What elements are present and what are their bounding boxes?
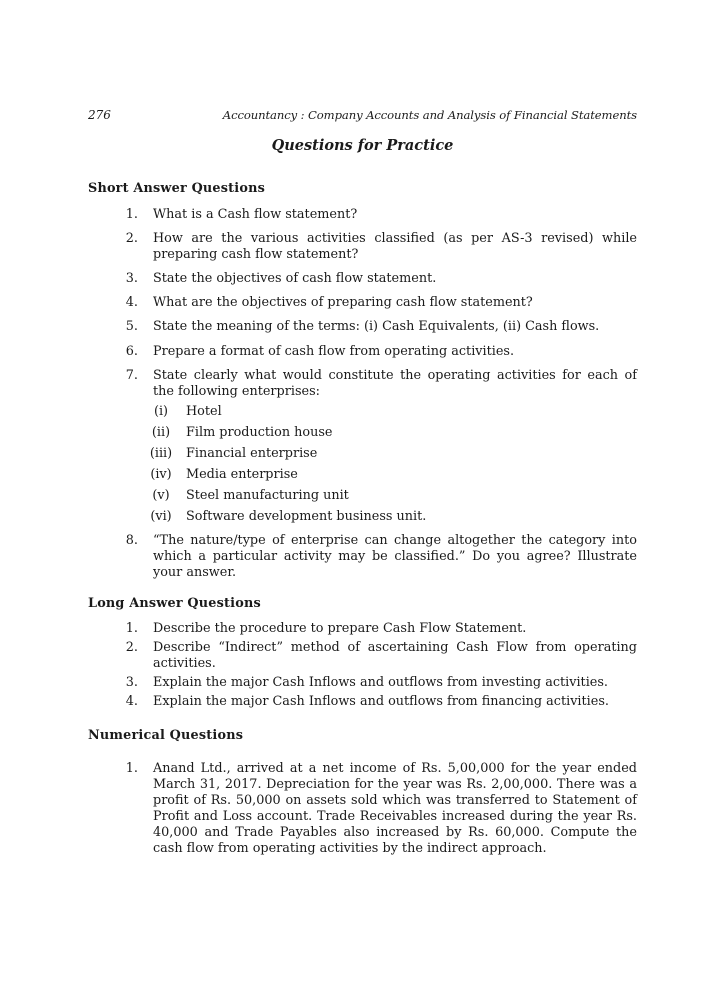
question-text: Anand Ltd., arrived at a net income of Rs. 5,00,000 for the year ended March 31, 2017. Depreciation for the year was Rs. 2,00,000. There was a profit of Rs. 50,000 on assets sold which was transferred to Statement of Profit and Loss account. Trade Receivables increased during the year Rs. 40,000 and Trade Payables also increased by Rs. 60,000. Compute the cash flow from operating activities by the indirect approach.	[153, 761, 637, 856]
question-text: Describe “Indirect” method of ascertaining Cash Flow from operating activities.	[153, 640, 637, 671]
question-number: 2.	[125, 231, 138, 246]
question-text: Explain the major Cash Inflows and outflows from financing activities.	[153, 694, 609, 709]
question-text: What is a Cash flow statement?	[153, 207, 358, 222]
long-question-1	[120, 621, 637, 637]
question-number: 7.	[125, 368, 138, 383]
question-number: 4.	[125, 694, 138, 709]
roman-numeral: (ii)	[151, 425, 171, 440]
question-text: How are the various activities classified (as per AS-3 revised) while preparing cash flow statement?	[153, 231, 637, 262]
long-question-4	[120, 694, 637, 710]
q7-item	[148, 404, 628, 420]
question-number: 2.	[125, 640, 138, 655]
q7-item	[148, 446, 628, 462]
roman-numeral: (iii)	[149, 446, 173, 461]
long-question-3	[120, 675, 637, 691]
roman-numeral: (v)	[152, 488, 170, 503]
item-text: Hotel	[186, 404, 222, 419]
question-number: 1.	[125, 207, 138, 222]
running-title: Accountancy : Company Accounts and Analysis of Financial Statements	[222, 108, 637, 122]
short-question-6	[120, 344, 637, 360]
q7-item	[148, 509, 628, 525]
roman-numeral: (i)	[153, 404, 169, 419]
question-number: 3.	[125, 675, 138, 690]
item-text: Steel manufacturing unit	[186, 488, 349, 503]
long-answer-heading: Long Answer Questions	[88, 596, 261, 611]
q7-item	[148, 467, 628, 483]
item-text: Film production house	[186, 425, 333, 440]
q7-item	[148, 425, 628, 441]
roman-numeral: (vi)	[150, 509, 172, 524]
q7-item	[148, 488, 628, 504]
question-text: What are the objectives of preparing cash flow statement?	[153, 295, 533, 310]
short-answer-heading: Short Answer Questions	[88, 181, 265, 196]
question-text: State the meaning of the terms: (i) Cash Equivalents, (ii) Cash flows.	[153, 319, 600, 334]
short-question-5	[120, 319, 637, 335]
question-number: 1.	[125, 761, 138, 776]
short-question-4	[120, 295, 637, 311]
short-question-3	[120, 271, 637, 287]
short-question-2	[120, 231, 637, 263]
question-text: “The nature/type of enterprise can change altogether the category into which a particular activity may be classified.” Do you agree? Illustrate your answer.	[153, 533, 637, 580]
item-text: Financial enterprise	[186, 446, 318, 461]
question-text: Explain the major Cash Inflows and outflows from investing activities.	[153, 675, 608, 690]
question-number: 5.	[125, 319, 138, 334]
short-question-7	[120, 368, 637, 400]
item-text: Media enterprise	[186, 467, 298, 482]
item-text: Software development business unit.	[186, 509, 427, 524]
question-number: 4.	[125, 295, 138, 310]
question-number: 6.	[125, 344, 138, 359]
question-number: 1.	[125, 621, 138, 636]
question-number: 8.	[125, 533, 138, 548]
roman-numeral: (iv)	[150, 467, 172, 482]
page-title: Questions for Practice	[271, 137, 454, 154]
page-number: 276	[88, 108, 111, 122]
question-text: Prepare a format of cash flow from operating activities.	[153, 344, 515, 359]
short-question-1	[120, 207, 637, 223]
short-question-8	[120, 533, 637, 581]
question-text: State clearly what would constitute the operating activities for each of the following enterprises:	[153, 368, 637, 399]
question-text: State the objectives of cash flow statement.	[153, 271, 437, 286]
question-text: Describe the procedure to prepare Cash Flow Statement.	[153, 621, 527, 636]
long-question-2	[120, 640, 637, 672]
numerical-heading: Numerical Questions	[88, 728, 244, 743]
numerical-question-1	[120, 761, 637, 857]
question-number: 3.	[125, 271, 138, 286]
page-header	[88, 108, 637, 126]
